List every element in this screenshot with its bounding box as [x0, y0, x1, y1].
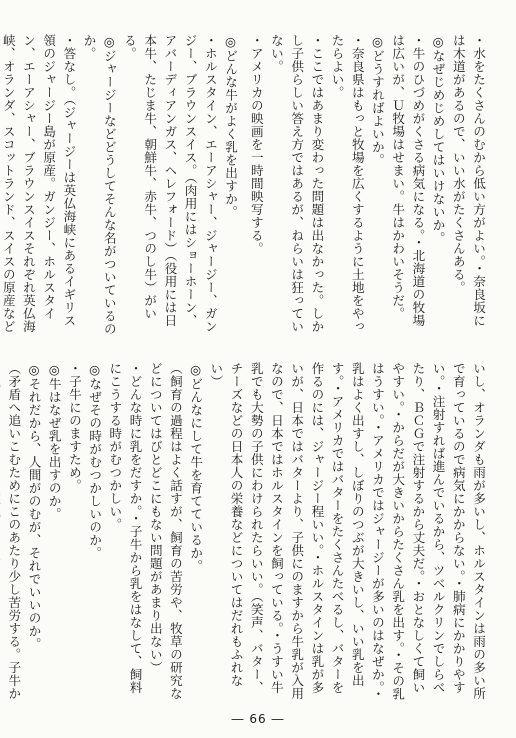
paragraph: （飼育の過程はよく話すが、飼育の苦労や、牧草の研究などについてはびとどこにもない問題があまり出ない）	[147, 362, 183, 700]
paragraph: ・ホルスタイン、エーアシャー、ジャージー、ガンジー、ブラウンスイス。（肉用にはショーホーン、アバーディアンガス、ヘレフォード）（役用には日本牛、たじま牛、朝鮮牛、赤牛、つのし牛）がいる。	[121, 34, 218, 333]
paragraph: ・奈良県はもっと牧場を広くするように土地をやったらよい。	[329, 34, 365, 333]
question-heading: ◎それだから、人間がのむが、それでいいのか。	[26, 362, 42, 651]
paragraph: （矛盾へ追いこむためにこのあたり少し苦労する。子牛か	[6, 362, 22, 700]
question-heading: ◎どんな牛がよく乳を出すか。	[223, 34, 238, 219]
paragraph: ・子牛にのますため。	[66, 362, 82, 492]
top-left-column	[0, 34, 240, 336]
question-heading: ◎なぜその時がむつかしいのか。	[87, 362, 103, 560]
paragraph: いし、オランダも雨が多いし、ホルスタインは雨の多い所で育っているので病気にかからない。・肺病にかかりやすい。・注射すれば進んでいるから、ツベルクリンでしらべたり、ＢＣＧで注射するから丈夫だ。・おとなしくて飼いやすい。・からだが大きいからたくさん乳を出す。・その乳はうすい。・アメリカではジャージーが多いのはなぜか。・乳はよく出すし、しぼりのつぶが大きいし、いい乳を出す。・アメリカではバターをたくさんたべるし、バターを作るのには、ジャージー程いい。・ホルスタインは乳が多いが、日本ではバターより、子供にのますから牛乳が入用なので、日本ではホルスタインを飼っている。・うすい牛乳でも大勢の子供にわけられたらいい。（笑声、バター、チーズなどの日本人の栄養などについてはだれもふれない）	[208, 362, 486, 701]
paragraph: ・牛のひづめがくさる病気になる。・北海道の牧場は広いが、Ｕ牧場はせまい。牛はかわいそうだ。	[390, 34, 426, 327]
paragraph: ・水をたくさんのむから低い方がよい。・奈良坂には木道があるので、いい水がたくさんある。	[450, 34, 486, 327]
paragraph: ・どんな時に乳をだすか。・子牛から乳をはなして、飼料にこうする時がむつかしい。	[107, 362, 143, 694]
question-heading: ◎ジャージーなどどうしてそんな名がついているのか。	[81, 34, 117, 336]
question-heading: ◎牛はなぜ乳を出すのか。	[46, 362, 62, 521]
question-heading: ◎どうすればよいか。	[369, 34, 385, 167]
paragraph: ・アメリカの映画を一時間映写する。	[248, 34, 264, 255]
question-heading: ◎どんなにして牛を育てているか。	[188, 362, 204, 573]
paragraph: ・答なし。（ジャージーは英仏海峡にあるイギリス領のジャージー島が原産。ガンジー、ホルスタイン、エーアシャー、ブラウンスイスそれぞれ英仏海峡、オランダ、スコットランド、スイスの原産など	[0, 34, 77, 333]
bottom-column	[6, 362, 488, 702]
paragraph: ・ここではあまり変わった問題は出なかった。しかし子供らしい答え方ではあるが、ねらいは狂っていない。	[268, 34, 325, 333]
page-number: ― 66 ―	[231, 712, 285, 726]
top-right-column	[248, 34, 488, 336]
question-heading: ◎なぜじめじめしてはいけないか。	[430, 34, 446, 245]
